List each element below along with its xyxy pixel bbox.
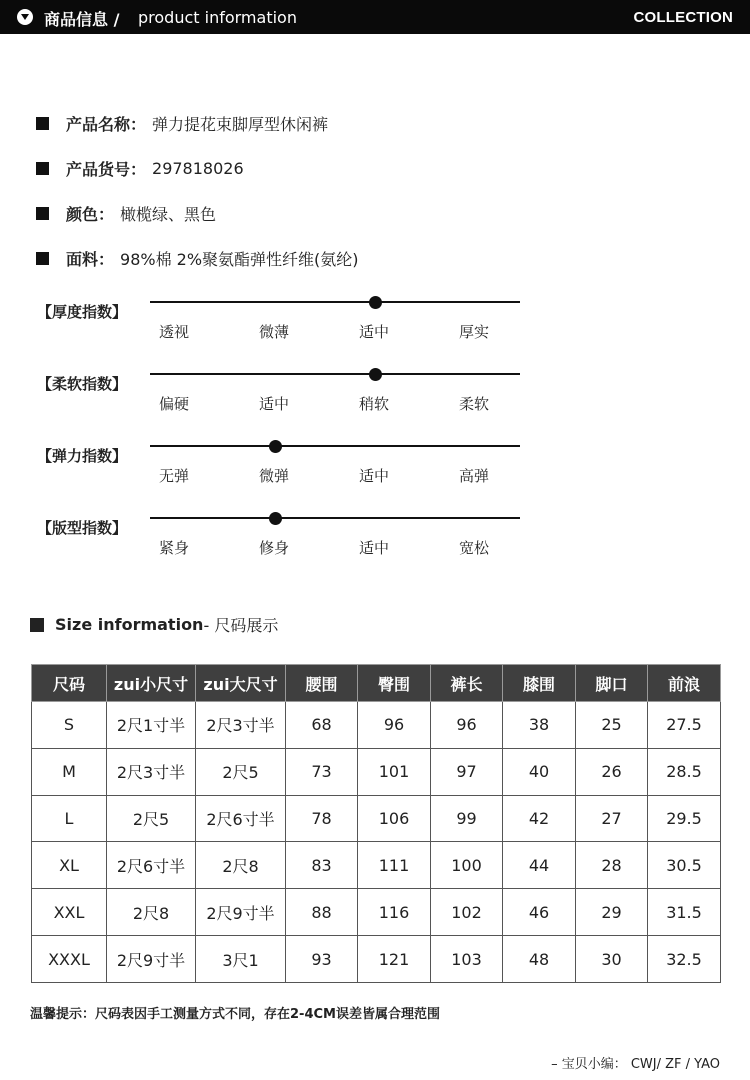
index-label: 【厚度指数】	[37, 303, 128, 321]
table-row	[32, 889, 721, 936]
index-track	[150, 301, 520, 303]
size-table-body	[32, 702, 721, 983]
size-table	[31, 664, 721, 983]
table-cell: 96	[431, 702, 503, 749]
info-label: 产品名称：	[66, 115, 147, 134]
info-label: 颜色：	[66, 205, 115, 224]
index-track	[150, 373, 520, 375]
table-cell: L	[32, 795, 107, 842]
table-cell: 26	[576, 748, 648, 795]
table-row	[32, 702, 721, 749]
info-value: 297818026	[152, 159, 244, 178]
table-cell: 103	[431, 936, 503, 983]
brand-logo-icon	[17, 9, 33, 25]
info-row-sku	[36, 157, 244, 180]
table-header-cell: 腰围	[286, 665, 358, 702]
header-title-en: product information	[138, 8, 297, 27]
bullet-square-icon	[30, 618, 44, 632]
measurement-tip: 温馨提示：尺码表因手工测量方式不同，存在2-4CM误差皆属合理范围	[30, 1007, 440, 1022]
table-header-cell: 尺码	[32, 665, 107, 702]
table-cell: 40	[503, 748, 576, 795]
table-cell: 97	[431, 748, 503, 795]
table-cell: 68	[286, 702, 358, 749]
index-option: 柔软	[459, 395, 490, 413]
table-header-cell: 裤长	[431, 665, 503, 702]
index-marker	[369, 368, 382, 381]
table-cell: 2尺5	[196, 748, 286, 795]
index-option: 高弹	[459, 467, 490, 485]
index-option: 厚实	[459, 323, 490, 341]
table-cell: XXL	[32, 889, 107, 936]
table-cell: 27	[576, 795, 648, 842]
table-cell: 73	[286, 748, 358, 795]
size-title-cn: - 尺码展示	[203, 616, 279, 635]
size-title-en: Size information	[55, 615, 204, 634]
info-row-color	[36, 202, 216, 225]
info-value: 弹力提花束脚厚型休闲裤	[152, 115, 329, 134]
info-value: 橄榄绿、黑色	[120, 205, 217, 224]
index-label: 【版型指数】	[37, 519, 128, 537]
table-cell: 2尺6寸半	[107, 842, 196, 889]
table-cell: 116	[358, 889, 431, 936]
index-marker	[269, 512, 282, 525]
table-cell: 28	[576, 842, 648, 889]
table-cell: 2尺5	[107, 795, 196, 842]
table-row	[32, 748, 721, 795]
table-cell: 29	[576, 889, 648, 936]
info-value: 98%棉 2%聚氨酯弹性纤维(氨纶)	[120, 250, 359, 269]
table-cell: S	[32, 702, 107, 749]
index-marker	[369, 296, 382, 309]
table-cell: 3尺1	[196, 936, 286, 983]
table-cell: 27.5	[648, 702, 721, 749]
header-collection: COLLECTION	[633, 9, 733, 26]
index-marker	[269, 440, 282, 453]
bullet-square-icon	[36, 162, 49, 175]
table-cell: 101	[358, 748, 431, 795]
table-cell: 30	[576, 936, 648, 983]
table-header-cell: 臀围	[358, 665, 431, 702]
index-option: 适中	[259, 395, 290, 413]
info-row-name	[36, 112, 328, 135]
index-option: 适中	[359, 467, 390, 485]
table-row	[32, 795, 721, 842]
table-cell: 96	[358, 702, 431, 749]
table-cell: 100	[431, 842, 503, 889]
table-cell: 28.5	[648, 748, 721, 795]
size-table-header	[32, 665, 721, 702]
index-option: 适中	[359, 323, 390, 341]
index-option: 适中	[359, 539, 390, 557]
table-cell: M	[32, 748, 107, 795]
table-cell: 111	[358, 842, 431, 889]
index-option: 偏硬	[159, 395, 190, 413]
index-option: 稍软	[359, 395, 390, 413]
index-track	[150, 445, 520, 447]
table-cell: 102	[431, 889, 503, 936]
table-cell: 88	[286, 889, 358, 936]
table-cell: 25	[576, 702, 648, 749]
table-cell: 106	[358, 795, 431, 842]
table-cell: 2尺1寸半	[107, 702, 196, 749]
index-option: 修身	[259, 539, 290, 557]
info-label: 面料：	[66, 250, 115, 269]
table-header-cell: 前浪	[648, 665, 721, 702]
bullet-square-icon	[36, 252, 49, 265]
index-option: 无弹	[159, 467, 190, 485]
table-cell: 42	[503, 795, 576, 842]
table-cell: 31.5	[648, 889, 721, 936]
table-header-cell: 膝围	[503, 665, 576, 702]
header-title-cn: 商品信息 /	[44, 10, 120, 29]
index-option: 微弹	[259, 467, 290, 485]
index-option: 紧身	[159, 539, 190, 557]
table-cell: 2尺9寸半	[107, 936, 196, 983]
table-cell: 2尺6寸半	[196, 795, 286, 842]
table-cell: 38	[503, 702, 576, 749]
index-label: 【弹力指数】	[37, 447, 128, 465]
table-cell: 30.5	[648, 842, 721, 889]
table-row	[32, 842, 721, 889]
table-cell: XXXL	[32, 936, 107, 983]
table-header-cell: zui大尺寸	[196, 665, 286, 702]
table-header-cell: 脚口	[576, 665, 648, 702]
header-bar	[0, 0, 750, 34]
table-cell: 78	[286, 795, 358, 842]
bullet-square-icon	[36, 117, 49, 130]
index-track	[150, 517, 520, 519]
info-row-fabric	[36, 247, 359, 270]
table-cell: 44	[503, 842, 576, 889]
table-cell: 46	[503, 889, 576, 936]
index-option: 宽松	[459, 539, 490, 557]
index-option: 微薄	[259, 323, 290, 341]
table-header-cell: zui小尺寸	[107, 665, 196, 702]
table-cell: 121	[358, 936, 431, 983]
size-section-title	[30, 613, 278, 636]
editor-credit: – 宝贝小编： CWJ/ ZF / YAO	[551, 1057, 720, 1072]
table-cell: 93	[286, 936, 358, 983]
table-cell: 83	[286, 842, 358, 889]
index-option: 透视	[159, 323, 190, 341]
table-cell: 29.5	[648, 795, 721, 842]
table-cell: XL	[32, 842, 107, 889]
info-label: 产品货号：	[66, 160, 147, 179]
table-cell: 2尺3寸半	[196, 702, 286, 749]
bullet-square-icon	[36, 207, 49, 220]
table-cell: 2尺3寸半	[107, 748, 196, 795]
table-cell: 99	[431, 795, 503, 842]
index-label: 【柔软指数】	[37, 375, 128, 393]
table-cell: 2尺9寸半	[196, 889, 286, 936]
table-cell: 32.5	[648, 936, 721, 983]
table-cell: 48	[503, 936, 576, 983]
table-cell: 2尺8	[107, 889, 196, 936]
table-cell: 2尺8	[196, 842, 286, 889]
table-row	[32, 936, 721, 983]
